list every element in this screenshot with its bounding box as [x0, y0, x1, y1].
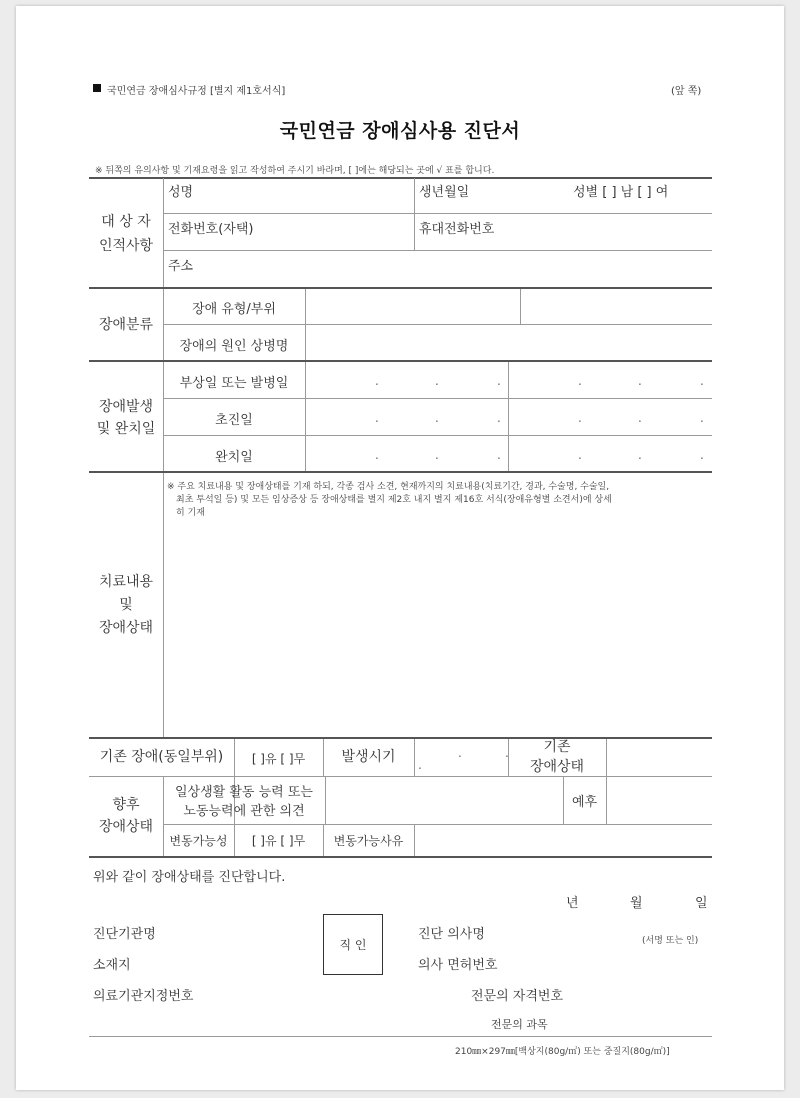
first-visit-date-label: 초진일 — [215, 413, 253, 428]
date-separator: . — [578, 411, 582, 425]
official-seal-box — [323, 914, 383, 975]
cure-date-label: 완치일 — [215, 450, 253, 465]
treatment-section-label-1: 치료내용 — [98, 574, 154, 590]
date-separator: . — [435, 448, 439, 462]
dates-row-line-1 — [163, 398, 712, 399]
treatment-col-divider — [163, 473, 164, 737]
subject-col-divider — [163, 178, 164, 288]
treatment-section-label-2: 및 — [119, 597, 133, 613]
date-separator: . — [435, 411, 439, 425]
injury-date-label: 부상일 또는 발병일 — [179, 376, 289, 391]
date-separator: . — [638, 411, 642, 425]
dates-label-divider — [305, 362, 306, 471]
page-side-label: (앞 쪽) — [671, 86, 702, 97]
treatment-instruction-2: 최초 투석일 등) 및 모든 임상증상 등 장애상태를 별지 제2호 내지 별지 제16호 서식(장애유형별 소견서)에 상세 — [176, 495, 612, 505]
treatment-top-border — [89, 471, 712, 473]
onset-time-label: 발생시기 — [341, 749, 396, 765]
classification-section-label: 장애분류 — [98, 317, 154, 333]
doctor-license-field[interactable]: 의사 면허번호 — [418, 958, 498, 973]
date-separator: . — [435, 374, 439, 388]
variability-reason-label: 변동가능사유 — [333, 834, 404, 848]
specialty-field[interactable]: 전문의 과목 — [491, 1018, 548, 1031]
form-reference: 국민연금 장애심사규정 [별지 제1호서식] — [107, 86, 286, 97]
date-separator: . — [497, 374, 501, 388]
doctor-name-field[interactable]: 진단 의사명 — [418, 927, 485, 942]
signature-hint: (서명 또는 인) — [642, 936, 699, 946]
form-title: 국민연금 장애심사용 진단서 — [279, 120, 521, 142]
date-separator: . — [375, 448, 379, 462]
dates-top-border — [89, 360, 712, 362]
prognosis-label: 예후 — [571, 795, 598, 810]
existing-state-label-1: 기존 — [543, 739, 571, 755]
treatment-content-area[interactable] — [166, 520, 710, 734]
dates-row-line-2 — [163, 435, 712, 436]
specialist-number-field[interactable]: 전문의 자격번호 — [471, 989, 564, 1004]
table-top-border — [89, 177, 712, 179]
existing-disability-label: 기존 장애(동일부위) — [99, 749, 224, 765]
disability-type-label: 장애 유형/부위 — [192, 302, 276, 317]
subject-section-label-1: 대 상 자 — [101, 214, 151, 230]
home-phone-field[interactable]: 전화번호(자택) — [168, 222, 254, 237]
table-bottom-border — [89, 856, 712, 858]
prognosis-row-line — [163, 824, 712, 825]
subject-row-line-1 — [163, 213, 712, 214]
prognosis-col-divider-2 — [414, 824, 415, 856]
date-separator: . — [578, 448, 582, 462]
mobile-phone-field[interactable]: 휴대전화번호 — [419, 222, 495, 237]
diagnosis-statement: 위와 같이 장애상태를 진단합니다. — [93, 870, 286, 885]
name-field[interactable]: 성명 — [168, 185, 194, 200]
institution-address-field[interactable]: 소재지 — [93, 958, 131, 973]
date-separator: . — [700, 448, 704, 462]
date-separator: . — [505, 746, 509, 760]
treatment-instruction-3: 히 기재 — [176, 508, 205, 518]
date-separator: . — [458, 746, 462, 760]
treatment-section-label-3: 장애상태 — [98, 620, 154, 636]
day-label: 일 — [695, 896, 708, 911]
institution-name-field[interactable]: 진단기관명 — [93, 927, 156, 942]
opinion-label-1: 일상생활 활동 능력 또는 — [175, 785, 313, 800]
institution-designation-field[interactable]: 의료기관지정번호 — [93, 989, 194, 1004]
date-separator: . — [418, 758, 422, 772]
existing-col-divider-5 — [606, 739, 607, 824]
existing-top-border — [89, 737, 712, 739]
address-field[interactable]: 주소 — [168, 259, 194, 274]
prognosis-opinion-divider — [325, 777, 326, 824]
date-separator: . — [700, 411, 704, 425]
subject-mid-divider — [414, 178, 415, 250]
sex-checkbox-field[interactable]: 성별 [ ] 남 [ ] 여 — [573, 185, 669, 200]
year-label: 년 — [566, 896, 579, 911]
official-seal-label: 직 인 — [339, 938, 367, 952]
date-separator: . — [638, 374, 642, 388]
prognosis-section-label-2: 장애상태 — [98, 819, 154, 835]
birthdate-field[interactable]: 생년월일 — [419, 185, 470, 200]
form-notice: ※ 뒤쪽의 유의사항 및 기재요령을 읽고 작성하여 주시기 바라며, [ ]에는 해당되는 곳에 √ 표를 합니다. — [95, 166, 495, 176]
date-separator: . — [497, 448, 501, 462]
date-separator: . — [638, 448, 642, 462]
variability-checkbox[interactable]: [ ]유 [ ]무 — [251, 834, 306, 848]
dates-value-divider — [508, 362, 509, 471]
cause-diagnosis-label: 장애의 원인 상병명 — [179, 339, 289, 354]
prognosis-section-label-1: 향후 — [112, 797, 140, 813]
existing-disability-checkbox[interactable]: [ ]유 [ ]무 — [251, 752, 306, 766]
month-label: 월 — [630, 896, 643, 911]
paper-size-line — [89, 1036, 712, 1037]
existing-bottom-line — [89, 776, 712, 777]
date-separator: . — [375, 374, 379, 388]
square-bullet-icon — [93, 84, 101, 92]
classification-row-line — [163, 324, 712, 325]
opinion-label-2: 노동능력에 관한 의견 — [183, 804, 305, 819]
date-separator: . — [375, 411, 379, 425]
date-separator: . — [497, 411, 501, 425]
paper-size-note: 210㎜×297㎜[백상지(80g/㎡) 또는 중질지(80g/㎡)] — [455, 1047, 670, 1057]
classification-top-border — [89, 287, 712, 289]
subject-section-label-2: 인적사항 — [98, 238, 154, 254]
subject-row-line-2 — [163, 250, 712, 251]
treatment-instruction-1: ※ 주요 치료내용 및 장애상태를 기재 하되, 각종 검사 소견, 현재까지의 치료내용(치료기간, 경과, 수술명, 수술일, — [167, 482, 610, 492]
existing-col-divider-3 — [414, 739, 415, 776]
dates-section-label-1: 장애발생 — [98, 399, 154, 415]
date-separator: . — [700, 374, 704, 388]
classification-label-divider — [305, 289, 306, 361]
date-separator: . — [578, 374, 582, 388]
variability-label: 변동가능성 — [169, 834, 228, 848]
existing-state-label-2: 장애상태 — [529, 759, 585, 775]
dates-section-label-2: 및 완치일 — [96, 421, 156, 437]
classification-value-divider — [520, 289, 521, 324]
